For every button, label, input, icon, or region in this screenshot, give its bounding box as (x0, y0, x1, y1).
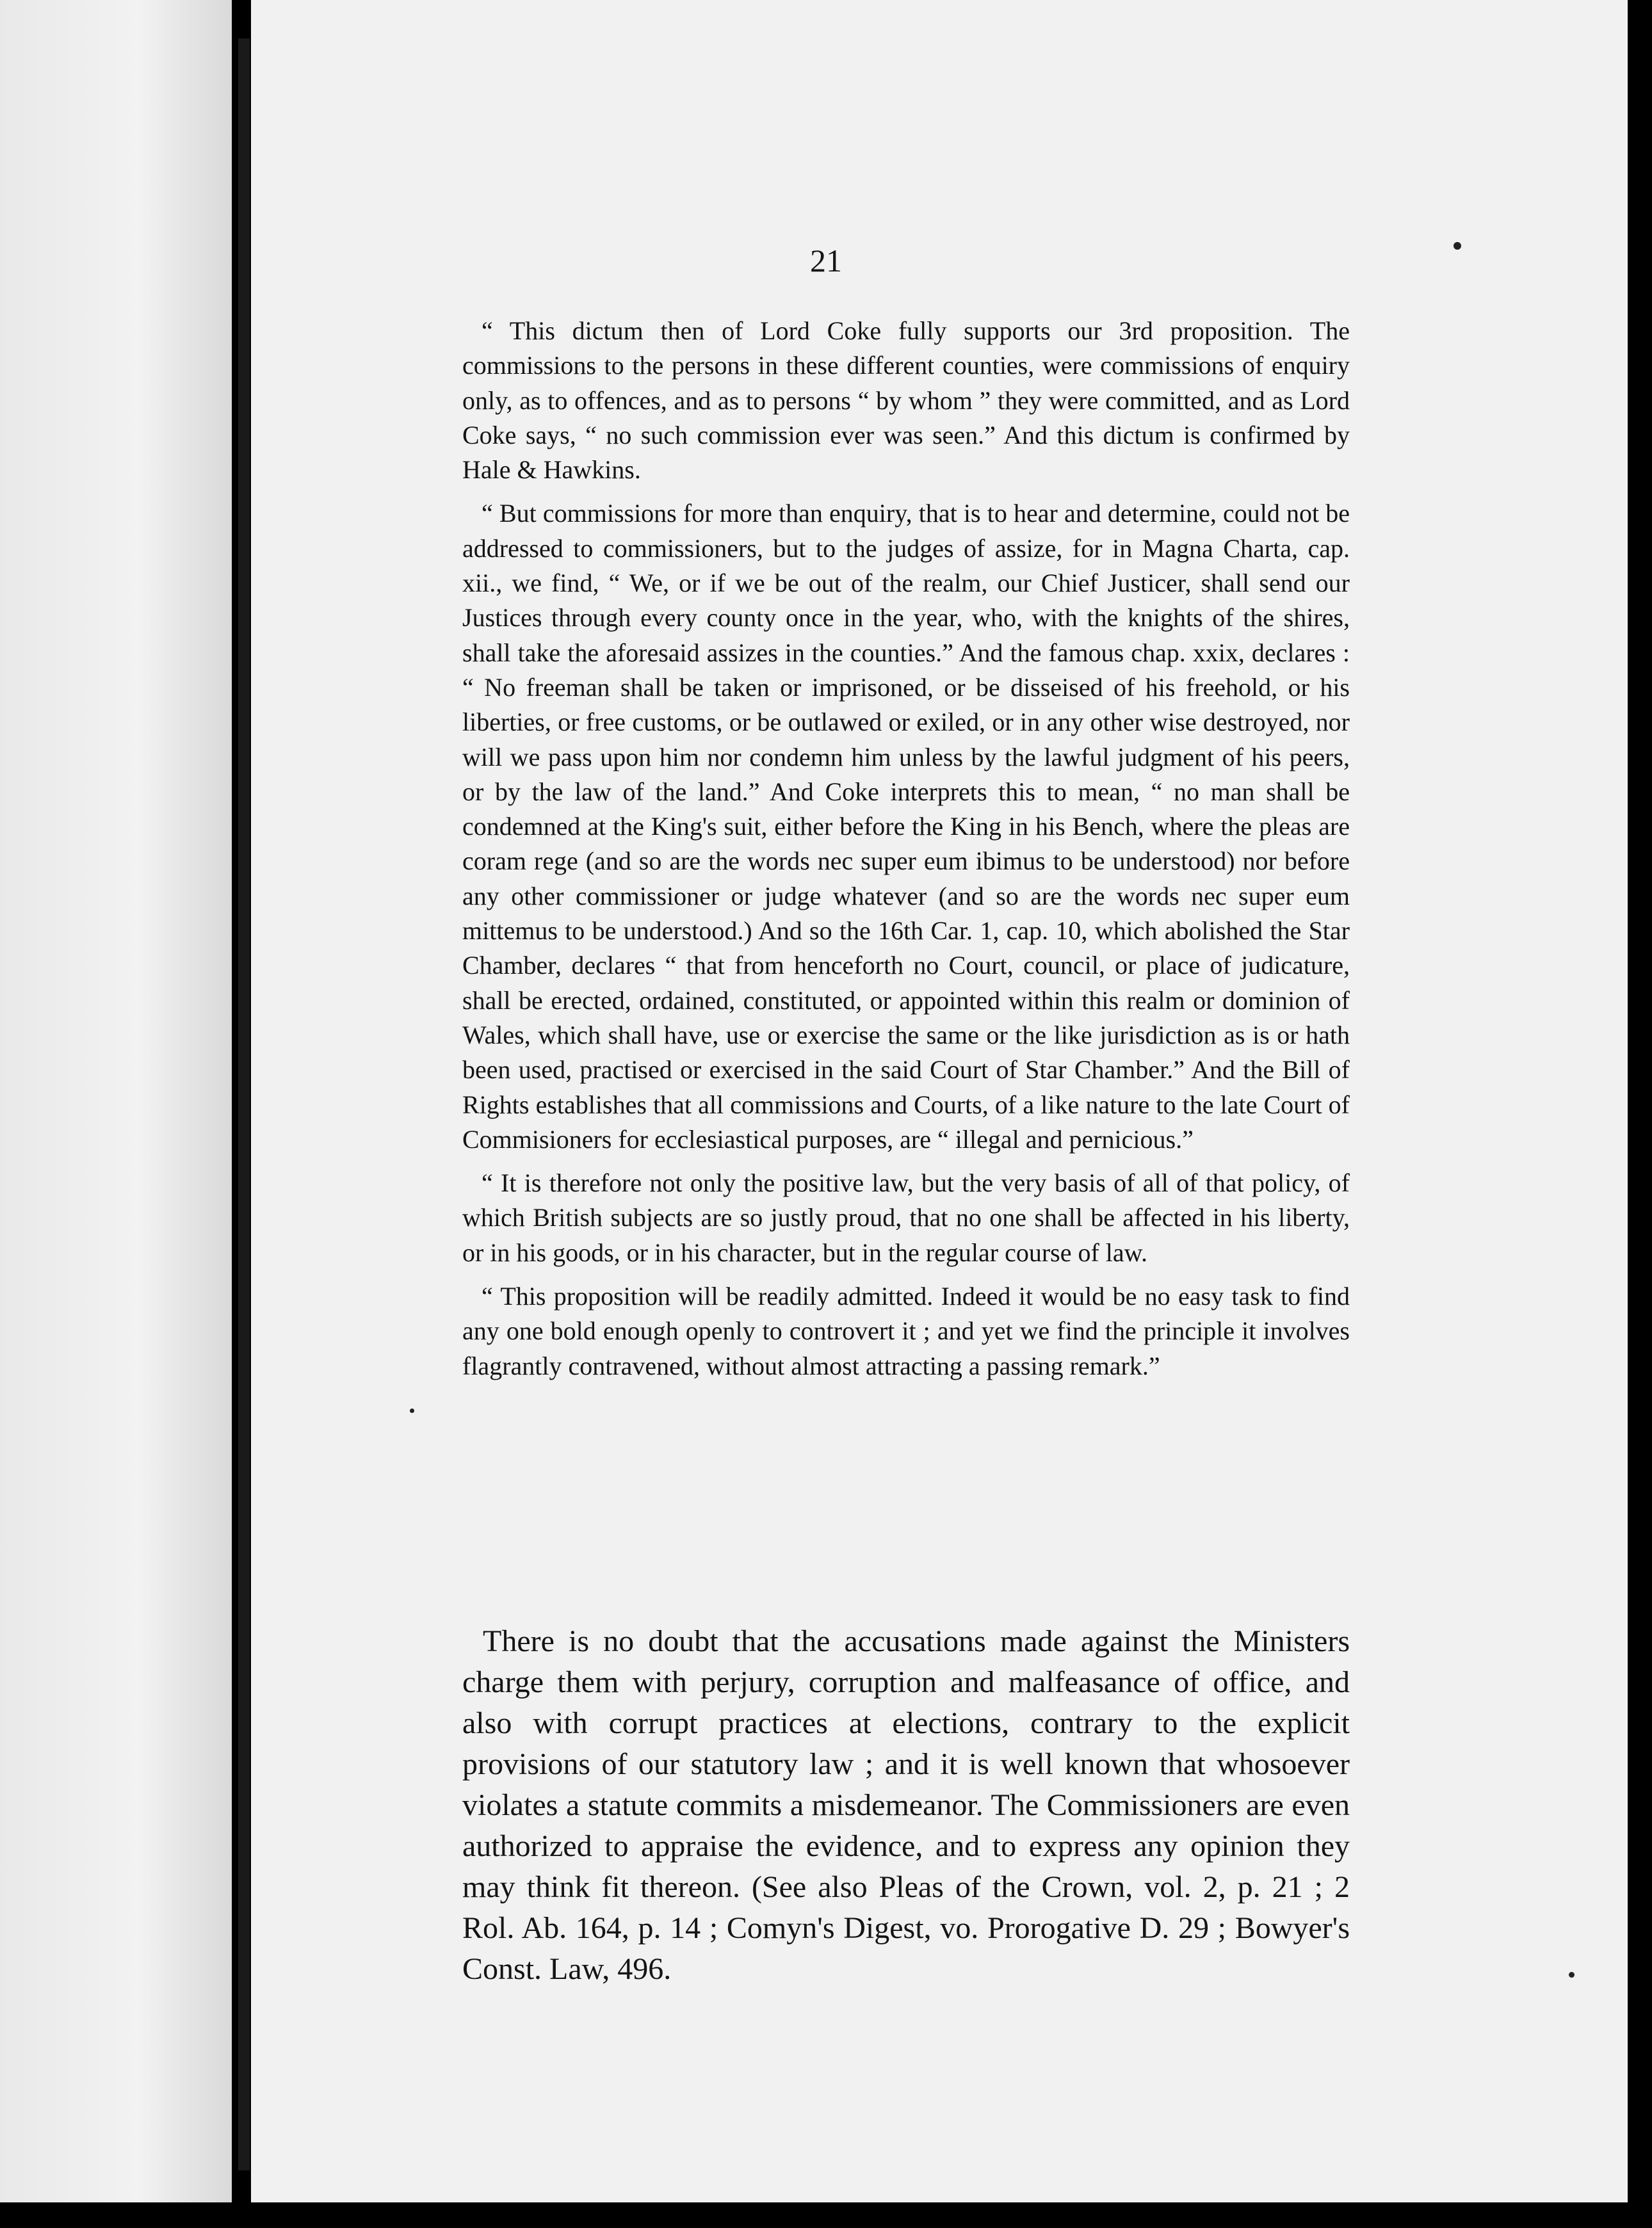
page-number: 21 (810, 243, 842, 278)
scan-speck (410, 1409, 414, 1413)
quoted-paragraph: “ This proposition will be readily admitted. Indeed it would be no easy task to find any one bold enough openly to controvert it ; and yet we find the principle it involves flagrantly contravened, without almost attracting a passing remark.” (462, 1282, 1350, 1380)
quoted-passage (462, 314, 1350, 1392)
quoted-paragraph: “ This dictum then of Lord Coke fully supports our 3rd proposition. The commissions to the persons in these different counties, were commissions of enquiry only, as to offences, and as to persons “ by whom ” they were committed, and as Lord Coke says, “ no such commission ever was seen.” And this dictum is confirmed by Hale & Hawkins. (462, 316, 1350, 485)
facing-page-edge (0, 0, 232, 2202)
scan-speck (1569, 1972, 1575, 1978)
scan-border-bottom (0, 2202, 1652, 2228)
main-passage (462, 1621, 1350, 1990)
quoted-paragraph: “ It is therefore not only the positive law, but the very basis of all of that policy, of which British subjects are so justly proud, that no one shall be affected in his liberty, or in his goods, or in his character, but in the regular course of law. (462, 1168, 1350, 1267)
scan-border-right (1628, 0, 1652, 2228)
main-paragraph: There is no doubt that the accusations made against the Ministers charge them with perjury, corruption and malfeasance of office, and also with corrupt practices at elections, contrary to the explicit provisions of our statutory law ; and it is well known that whosoever violates a statute commits a misdemeanor. The Commissioners are even authorized to appraise the evidence, and to express any opinion they may think fit thereon. (See also Pleas of the Crown, vol. 2, p. 21 ; 2 Rol. Ab. 164, p. 14 ; Comyn's Digest, vo. Prorogative D. 29 ; Bowyer's Const. Law, 496. (462, 1624, 1350, 1986)
quoted-paragraph: “ But commissions for more than enquiry, that is to hear and determine, could not be addressed to commissioners, but to the judges of assize, for in Magna Charta, cap. xii., we find, “ We, or if we be out of the realm, our Chief Justicer, shall send our Justices through every county once in the year, who, with the knights of the shires, shall take the aforesaid assizes in the counties.” And the famous chap. xxix, declares : “ No freeman shall be taken or imprisoned, or be disseised of his freehold, or his liberties, or free customs, or be outlawed or exiled, or in any other wise destroyed, nor will we pass upon him nor condemn him unless by the lawful judgment of his peers, or by the law of the land.” And Coke interprets this to mean, “ no man shall be condemned at the King's suit, either before the King in his Bench, where the pleas are coram rege (and so are the words nec super eum ibimus to be understood) nor before any other commissioner or judge whatever (and so are the words nec super eum mittemus to be understood.) And so the 16th Car. 1, cap. 10, which abolished the Star Chamber, declares “ that from henceforth no Court, council, or place of judicature, shall be erected, ordained, constituted, or appointed within this realm or dominion of Wales, which shall have, use or exercise the same or the like jurisdiction as is or hath been used, practised or exercised in the said Court of Star Chamber.” And the Bill of Rights establishes that all commissions and Courts, of a like nature to the late Court of Commisioners for ecclesiastical purposes, are “ illegal and pernicious.” (462, 499, 1350, 1154)
binding-gutter (238, 38, 250, 2170)
